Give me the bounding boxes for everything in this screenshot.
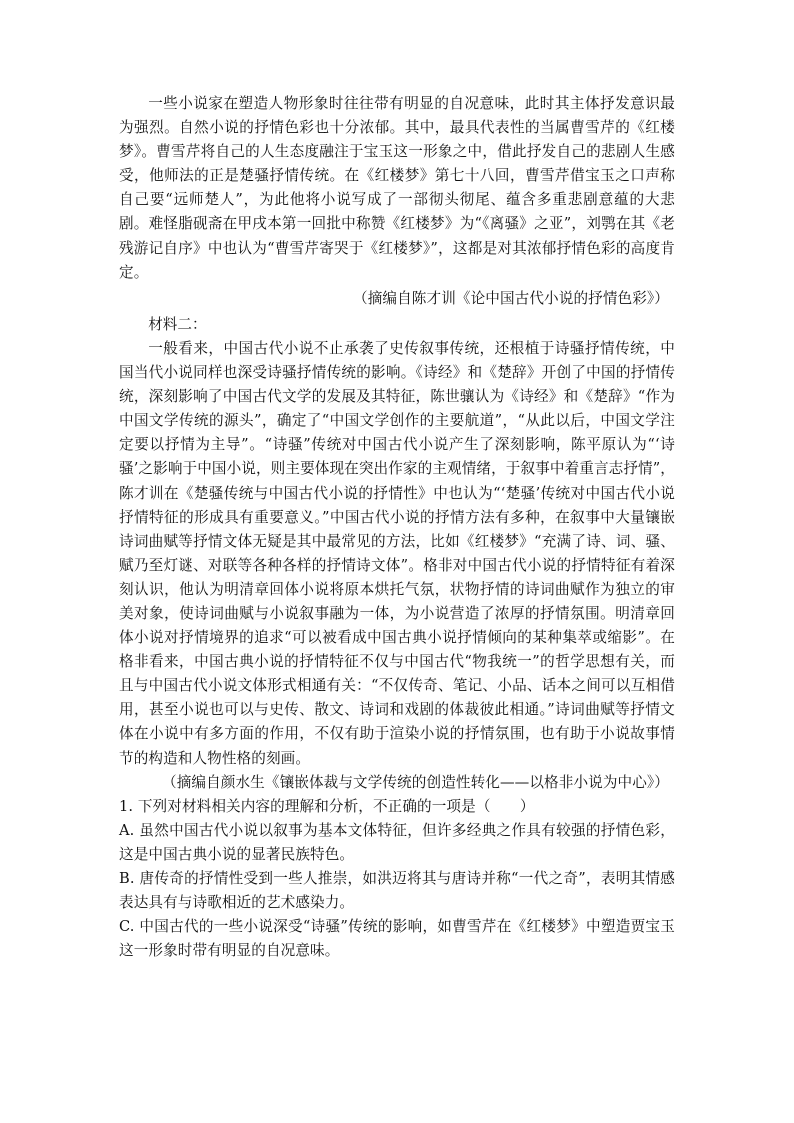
document-page [119, 92, 675, 963]
material1-paragraph: 一些小说家在塑造人物形象时往往带有明显的自况意味，此时其主体抒发意识最为强烈。自然小说的抒情色彩也十分浓郁。其中，最具代表性的当属曹雪芹的《红楼梦》。曹雪芹将自己的人生态度融注于宝玉这一形象之中，借此抒发自己的悲剧人生感受，他师法的正是楚骚抒情传统。在《红楼梦》第七十八回，曹雪芹借宝玉之口声称自己要“远师楚人”，为此他将小说写成了一部彻头彻尾、蕴含多重悲剧意蕴的大悲剧。难怪脂砚斋在甲戌本第一回批中称赞《红楼梦》为“《离骚》之亚”，刘鹗在其《老残游记自序》中也认为“曹雪芹寄哭于《红楼梦》”，这都是对其浓郁抒情色彩的高度肯定。 [119, 95, 675, 281]
material2-source: （摘编自颜水生《镶嵌体裁与文学传统的创造性转化——以格非小说为中心》） [162, 773, 669, 791]
question1-stem: 1. 下列对材料相关内容的理解和分析，不正确的一项是（ ） [119, 797, 535, 815]
question1-option-a: A. 虽然中国古代小说以叙事为基本文体特征，但许多经典之作具有较强的抒情色彩，这是中国古典小说的显著民族特色。 [119, 821, 675, 863]
question1-option-b: B. 唐传奇的抒情性受到一些人推崇，如洪迈将其与唐诗并称“一代之奇”，表明其情感表达具有与诗歌相近的艺术感染力。 [119, 870, 675, 912]
material1-source: （摘编自陈才训《论中国古代小说的抒情色彩》） [353, 289, 669, 307]
material2-heading: 材料二： [148, 315, 207, 333]
material2-paragraph: 一般看来，中国古代小说不止承袭了史传叙事传统，还根植于诗骚抒情传统，中国当代小说同样也深受诗骚抒情传统的影响。《诗经》和《楚辞》开创了中国的抒情传统，深刻影响了中国古代文学的发展及其特征，陈世骧认为《诗经》和《楚辞》“作为中国文学传统的源头”，确定了“中国文学创作的主要航道”，“从此以后，中国文学注定要以抒情为主导”。“诗骚”传统对中国古代小说产生了深刻影响，陈平原认为“‘诗骚’之影响于中国小说，则主要体现在突出作家的主观情绪，于叙事中着重言志抒情”，陈才训在《楚骚传统与中国古代小说的抒情性》中也认为“‘楚骚’传统对中国古代小说抒情特征的形成具有重要意义。”中国古代小说的抒情方法有多种，在叙事中大量镶嵌诗词曲赋等抒情文体无疑是其中最常见的方法，比如《红楼梦》“充满了诗、词、骚、赋乃至灯谜、对联等各种各样的抒情诗文体”。格非对中国古代小说的抒情特征有着深刻认识，他认为明清章回体小说将原本烘托气氛，状物抒情的诗词曲赋作为独立的审美对象，使诗词曲赋与小说叙事融为一体，为小说营造了浓厚的抒情氛围。明清章回体小说对抒情境界的追求“可以被看成中国古典小说抒情倾向的某种集萃或缩影”。在格非看来，中国古典小说的抒情特征不仅与中国古代“物我统一”的哲学思想有关，而且与中国古代小说文体形式相通有关：“不仅传奇、笔记、小品、话本之间可以互相借用，甚至小说也可以与史传、散文、诗词和戏剧的体裁彼此相通。”诗词曲赋等抒情文体在小说中有多方面的作用，不仅有助于渲染小说的抒情氛围，也有助于小说故事情节的构造和人物性格的刻画。 [119, 339, 675, 767]
question1-option-c: C. 中国古代的一些小说深受“诗骚”传统的影响，如曹雪芹在《红楼梦》中塑造贾宝玉这一形象时带有明显的自况意味。 [119, 918, 675, 960]
